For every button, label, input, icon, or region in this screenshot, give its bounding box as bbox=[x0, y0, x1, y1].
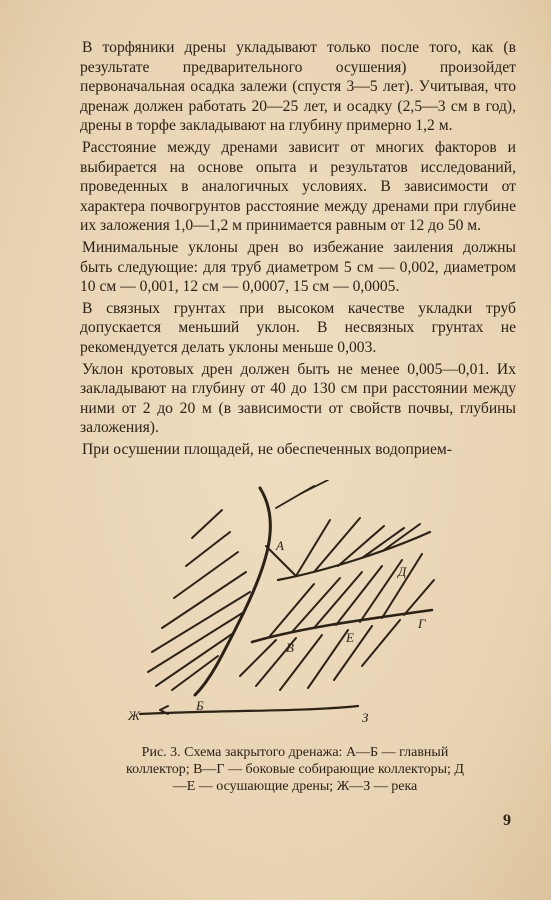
label-b: Б bbox=[196, 698, 204, 713]
label-zh: Ж bbox=[128, 708, 140, 723]
paragraph-2: Расстояние между дренами зависит от многих факторов и выбирается на основе опыта и результатов исследований, проведенных в аналогичных условиях. В зависимости от характера почвогрунтов расстояние между дренами при глубине их заложения 1,0—1,2 м принимается равным от 12 до 50 м. bbox=[80, 138, 516, 235]
drainage-scheme-svg bbox=[100, 480, 520, 748]
paragraph-1: В торфяники дрены укладывают только после того, как (в результате предварительного осушения) произойдет первоначальная осадка залежи (спустя 3—5 лет). Учитывая, что дренаж должен работать 20—25 лет, и осадку (2,5—3 см в год), дрены в торфе закладывают на глубину примерно 1,2 м. bbox=[80, 39, 516, 135]
label-z: З bbox=[362, 710, 369, 725]
paragraph-5: Уклон кротовых дрен должен быть не менее 0,005—0,01. Их закладывают на глубину от 40 до 130 см при расстоянии между ними от 2 до 20 м (в зависимости от свойств почвы, глубины заложения). bbox=[80, 360, 516, 437]
label-e: Е bbox=[346, 630, 354, 645]
label-d: Д bbox=[398, 564, 407, 579]
figure-caption: Рис. 3. Схема закрытого дренажа: А—Б — главный коллектор; В—Г — боковые собирающие коллекторы; Д—Е — осушающие дрены; Ж—З — река bbox=[126, 745, 464, 794]
page-number: 9 bbox=[503, 812, 511, 829]
label-g: Г bbox=[418, 616, 426, 631]
paragraph-3: Минимальные уклоны дрен во избежание заиления должны быть следующие: для труб диаметром 5 см — 0,002, диаметром 10 см — 0,001, 12 см — 0,0007, 15 см — 0,0005. bbox=[80, 238, 516, 296]
body-text bbox=[80, 38, 516, 459]
paragraph-4: В связных грунтах при высоком качестве укладки труб допускается меньший уклон. В несвязных грунтах не рекомендуется делать уклоны меньше 0,003. bbox=[80, 299, 516, 356]
label-v: В bbox=[286, 640, 294, 655]
paragraph-6: При осушении площадей, не обеспеченных водоприем- bbox=[82, 440, 452, 458]
river-line bbox=[140, 706, 358, 714]
drainage-diagram bbox=[100, 480, 520, 748]
side-collector-2 bbox=[278, 532, 430, 580]
label-a: А bbox=[276, 538, 284, 553]
